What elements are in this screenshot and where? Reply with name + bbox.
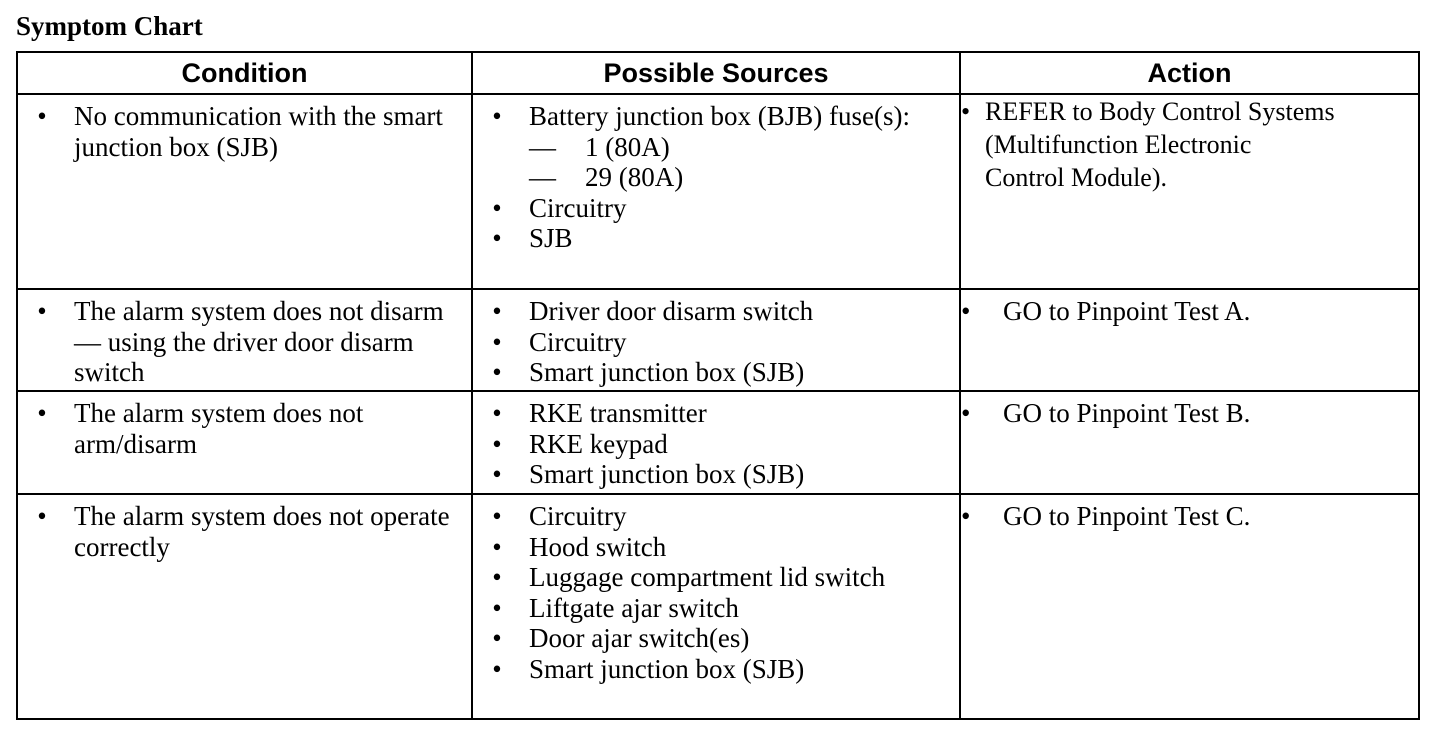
action-item [961, 296, 1418, 327]
bullet-icon: • [492, 101, 502, 131]
table-row [17, 94, 1419, 289]
action-cell [960, 494, 1419, 719]
bullet-icon: • [492, 428, 502, 459]
header-row [17, 52, 1419, 94]
condition-text: The alarm system does not operate correctly [74, 501, 450, 562]
action-text: REFER to Body Control Systems [985, 97, 1335, 126]
bullet-icon: • [37, 501, 47, 531]
source-item [473, 593, 949, 624]
source-text: Driver door disarm switch [529, 296, 814, 326]
bullet-icon: • [492, 653, 502, 684]
sources-cell [472, 391, 960, 494]
bullet-icon: • [492, 398, 502, 428]
action-item-continued [961, 161, 1418, 194]
bullet-icon: • [37, 101, 47, 131]
sources-cell [472, 494, 960, 719]
condition-item [18, 501, 461, 562]
action-text: Control Module). [985, 163, 1167, 192]
bullet-icon: • [961, 97, 971, 126]
bullet-icon: • [492, 501, 502, 531]
sources-cell [472, 94, 960, 289]
source-text: Smart junction box (SJB) [529, 459, 805, 489]
source-item [473, 501, 949, 532]
source-item [473, 296, 949, 327]
action-cell [960, 289, 1419, 391]
header-possible-sources: Possible Sources [472, 52, 960, 94]
condition-cell [17, 94, 472, 289]
source-text: Circuitry [529, 192, 627, 223]
bullet-icon: • [492, 592, 502, 623]
action-text: (Multifunction Electronic [985, 130, 1252, 159]
source-text: Smart junction box (SJB) [529, 357, 805, 387]
source-item [473, 327, 949, 358]
dash-icon: — [529, 162, 556, 192]
action-item [961, 95, 1418, 128]
bullet-icon: • [961, 398, 971, 428]
bullet-icon: • [492, 531, 502, 562]
chart-title: Symptom Chart [16, 11, 203, 41]
source-text: Luggage compartment lid switch [529, 562, 886, 592]
source-text: RKE transmitter [529, 398, 707, 428]
sub-source-text: 29 (80A) [585, 162, 684, 192]
action-item [961, 398, 1418, 429]
condition-cell [17, 391, 472, 494]
source-text: Smart junction box (SJB) [529, 653, 805, 684]
source-item [473, 223, 949, 254]
sub-source-text: 1 (80A) [585, 131, 670, 162]
source-text: Battery junction box (BJB) fuse(s): [529, 101, 910, 131]
condition-text: The alarm system does not disarm — using the driver door disarm switch [74, 296, 444, 387]
table-body [17, 94, 1419, 719]
source-text: Hood switch [529, 531, 667, 562]
header-action: Action [960, 52, 1419, 94]
source-text: Circuitry [529, 326, 627, 357]
table-row [17, 391, 1419, 494]
action-text: GO to Pinpoint Test A. [1003, 296, 1251, 326]
bullet-icon: • [492, 623, 502, 653]
symptom-table [16, 51, 1420, 720]
condition-item [18, 101, 461, 162]
condition-item [18, 398, 461, 459]
action-item-continued [961, 128, 1418, 161]
bullet-icon: • [492, 192, 502, 223]
bullet-icon: • [961, 296, 971, 326]
source-text: Circuitry [529, 501, 627, 531]
source-item [473, 101, 949, 193]
bullet-icon: • [492, 296, 502, 326]
action-cell [960, 94, 1419, 289]
bullet-icon: • [492, 357, 502, 387]
action-text: GO to Pinpoint Test C. [1003, 501, 1251, 531]
source-item [473, 398, 949, 429]
source-item [473, 623, 949, 654]
condition-text: No communication with the smart junction box (SJB) [74, 101, 443, 162]
condition-text: The alarm system does not arm/disarm [74, 398, 364, 459]
action-cell [960, 391, 1419, 494]
dash-icon: — [529, 131, 556, 162]
bullet-icon: • [492, 223, 502, 253]
source-item [473, 193, 949, 224]
bullet-icon: • [961, 501, 971, 531]
bullet-icon: • [37, 398, 47, 428]
sources-cell [472, 289, 960, 391]
bullet-icon: • [492, 459, 502, 489]
bullet-icon: • [492, 326, 502, 357]
header-condition: Condition [17, 52, 472, 94]
source-item [473, 357, 949, 388]
source-item [473, 429, 949, 460]
sub-source-item [529, 162, 949, 193]
bullet-icon: • [492, 562, 502, 592]
source-item [473, 459, 949, 490]
condition-cell [17, 494, 472, 719]
source-text: Liftgate ajar switch [529, 592, 739, 623]
source-item [473, 532, 949, 563]
action-text: GO to Pinpoint Test B. [1003, 398, 1251, 428]
bullet-icon: • [37, 296, 47, 326]
source-text: RKE keypad [529, 428, 668, 459]
sub-source-item [529, 132, 949, 163]
table-row [17, 289, 1419, 391]
condition-item [18, 296, 461, 388]
condition-cell [17, 289, 472, 391]
source-item [473, 654, 949, 685]
action-item [961, 501, 1418, 532]
source-item [473, 562, 949, 593]
source-text: SJB [529, 223, 573, 253]
table-row [17, 494, 1419, 719]
source-text: Door ajar switch(es) [529, 623, 750, 653]
